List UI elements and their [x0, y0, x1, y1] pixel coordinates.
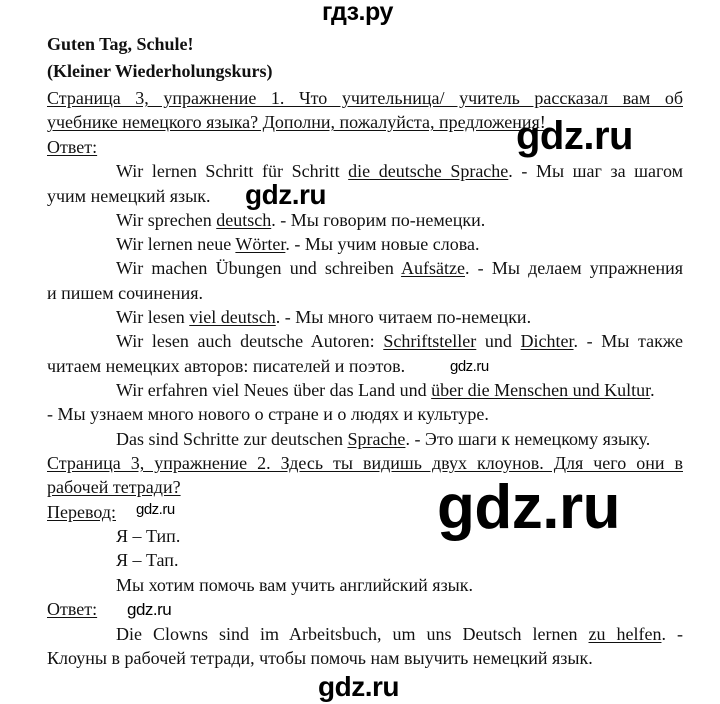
- exercise-1-prompt: [47, 111, 546, 133]
- text-segment: . - Мы также: [573, 331, 683, 351]
- answer-line: [116, 160, 683, 182]
- text-segment: . -: [661, 624, 683, 644]
- exercise-1-prompt: [47, 87, 683, 109]
- text-segment: . - Мы учим новые слова.: [285, 234, 480, 254]
- text-segment: Я – Тап.: [116, 550, 179, 570]
- underlined-text: viel deutsch: [189, 307, 276, 327]
- watermark: gdz.ru: [245, 179, 326, 210]
- underlined-text: Wörter: [235, 234, 286, 254]
- underlined-text: учебнике немецкого языка? Дополни, пожалуйста, предложения!: [47, 112, 546, 132]
- answer-line: [116, 428, 650, 450]
- underlined-text: Страница 3, упражнение 2. Здесь ты видишь двух клоунов. Для чего они в: [47, 453, 683, 473]
- text-segment: .: [650, 380, 655, 400]
- text-segment: учим немецкий язык.: [47, 186, 211, 206]
- translation-line: [116, 574, 473, 596]
- underlined-text: Перевод:: [47, 502, 116, 522]
- underlined-text: Ответ:: [47, 599, 98, 619]
- watermark: gdz.ru: [437, 473, 620, 542]
- answer-line: [47, 647, 593, 669]
- exercise-2-prompt: [47, 452, 683, 474]
- text-segment: Wir lernen neue: [116, 234, 236, 254]
- underlined-text: Ответ:: [47, 137, 98, 157]
- heading-title: [47, 33, 194, 55]
- text-segment: . - Мы много читаем по-немецки.: [275, 307, 532, 327]
- answer-line: [116, 379, 655, 401]
- answer-line: [116, 623, 683, 645]
- answer-line: [47, 282, 203, 304]
- answer-label: [47, 136, 97, 158]
- text-segment: Я – Тип.: [116, 526, 181, 546]
- text-segment: Wir sprechen: [116, 210, 217, 230]
- watermark-bottom: gdz.ru: [318, 671, 399, 702]
- answer-line: [116, 209, 485, 231]
- answer-line: [116, 257, 683, 279]
- underlined-text: Aufsätze: [401, 258, 465, 278]
- underlined-text: deutsch: [216, 210, 272, 230]
- text-segment: . - Мы делаем упражнения: [465, 258, 683, 278]
- text-segment: Guten Tag, Schule!: [47, 34, 194, 54]
- watermark: gdz.ru: [136, 501, 175, 518]
- text-segment: и пишем сочинения.: [47, 283, 204, 303]
- text-segment: Wir lernen Schritt für Schritt: [116, 161, 349, 181]
- text-segment: Wir machen Übungen und schreiben: [116, 258, 402, 278]
- underlined-text: Schriftsteller: [383, 331, 477, 351]
- text-segment: - Мы узнаем много нового о стране и о людях и культуре.: [47, 404, 489, 424]
- text-segment: читаем немецких авторов: писателей и поэтов.: [47, 356, 406, 376]
- heading-subtitle: [47, 60, 273, 82]
- underlined-text: Dichter: [520, 331, 574, 351]
- answer-line: [116, 233, 479, 255]
- watermark: gdz.ru: [127, 600, 172, 619]
- translation-line: [116, 549, 178, 571]
- text-segment: . - Это шаги к немецкому языку.: [405, 429, 651, 449]
- text-segment: Die Clowns sind im Arbeitsbuch, um uns Deutsch lernen: [116, 624, 589, 644]
- text-segment: . - Мы говорим по-немецки.: [271, 210, 486, 230]
- underlined-text: die deutsche Sprache: [348, 161, 509, 181]
- watermark: gdz.ru: [516, 114, 633, 158]
- text-segment: Das sind Schritte zur deutschen: [116, 429, 348, 449]
- underlined-text: Sprache: [347, 429, 406, 449]
- answer-line: [116, 330, 683, 352]
- exercise-2-prompt: [47, 476, 181, 498]
- translation-label: [47, 501, 116, 523]
- answer-line: [47, 185, 210, 207]
- text-segment: Мы хотим помочь вам учить английский язык.: [116, 575, 474, 595]
- underlined-text: Страница 3, упражнение 1. Что учительница/ учитель рассказал вам об: [47, 88, 683, 108]
- text-segment: Wir erfahren viel Neues über das Land und: [116, 380, 432, 400]
- text-segment: . - Мы шаг за шагом: [508, 161, 683, 181]
- watermark-top: гдз.ру: [322, 0, 393, 26]
- text-segment: (Kleiner Wiederholungskurs): [47, 61, 273, 81]
- answer-line: [47, 355, 405, 377]
- text-segment: Клоуны в рабочей тетради, чтобы помочь нам выучить немецкий язык.: [47, 648, 593, 668]
- underlined-text: рабочей тетради?: [47, 477, 181, 497]
- underlined-text: über die Menschen und Kultur: [431, 380, 651, 400]
- answer-label: [47, 598, 97, 620]
- answer-line: [116, 306, 531, 328]
- watermark: gdz.ru: [450, 358, 489, 375]
- translation-line: [116, 525, 180, 547]
- text-segment: und: [476, 331, 521, 351]
- underlined-text: zu helfen: [588, 624, 662, 644]
- text-segment: Wir lesen auch deutsche Autoren:: [116, 331, 384, 351]
- answer-line: [47, 403, 489, 425]
- text-segment: Wir lesen: [116, 307, 190, 327]
